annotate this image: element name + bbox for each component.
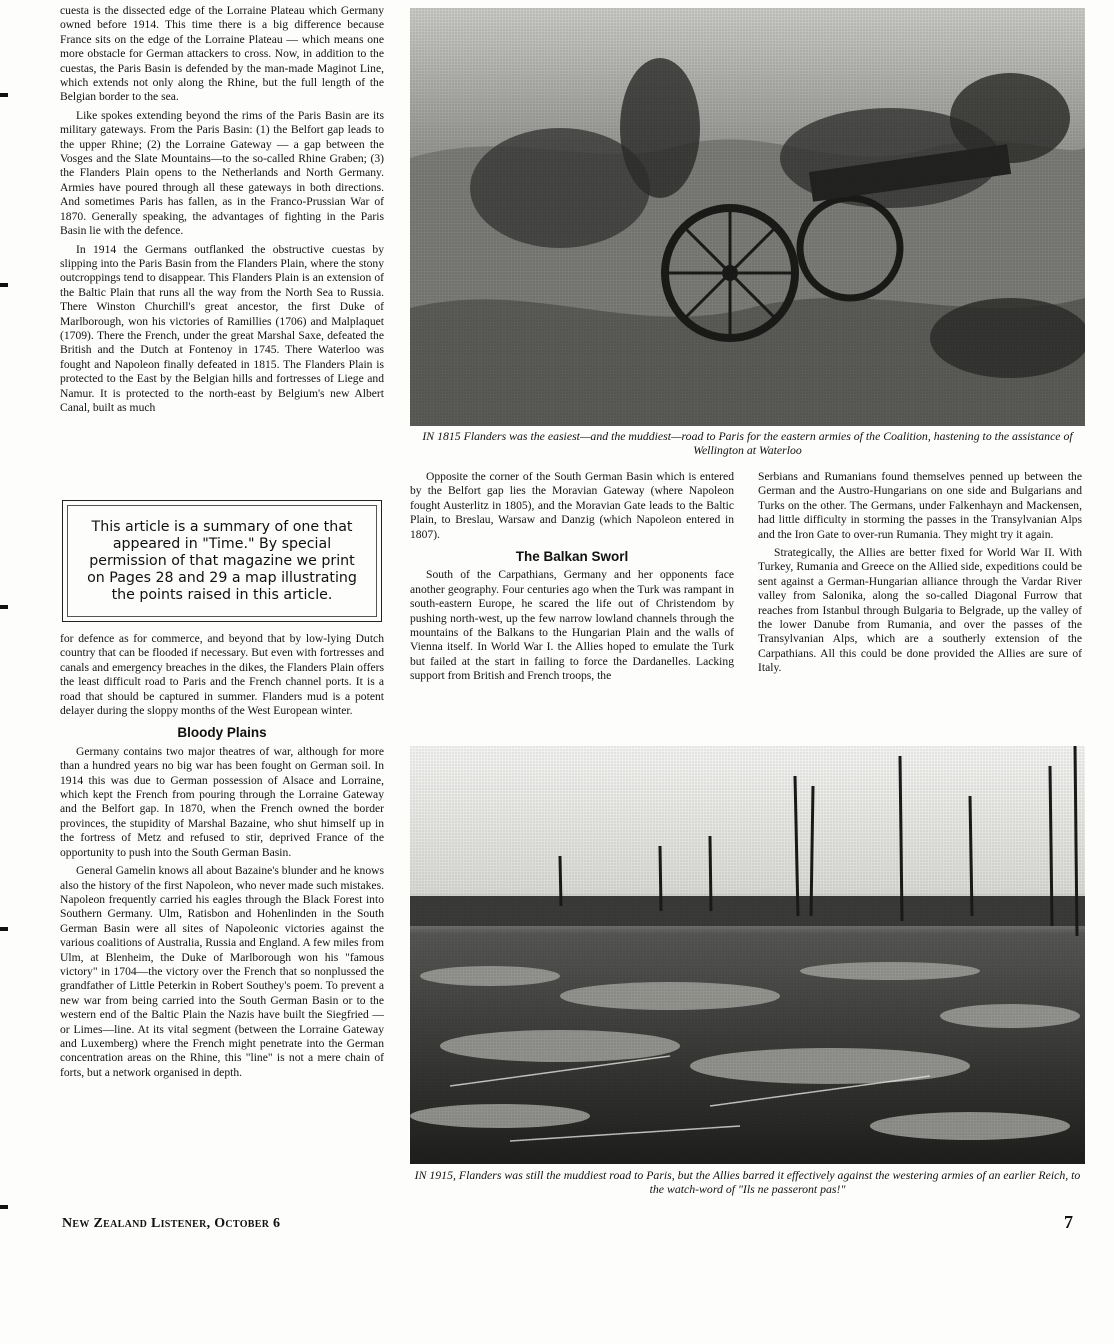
paragraph: Serbians and Rumanians found themselves penned up between the German and the Austro-Hungarians on one side and Bulgarians and Turks on the other. The Germans, under Falkenhayn and Mackensen, had little difficulty in storming the passes in the Transylvanian Alps and the Iron Gate to over-run Rumania. They might try it again. [758,470,1082,541]
left-column-bottom [60,632,384,1084]
margin-mark [0,927,8,931]
margin-mark [0,93,8,97]
paragraph: Germany contains two major theatres of war, although for more than a hundred years no big war has been fought on German soil. In 1914 this was due to German possession of Alsace and Lorraine, which kept the French from pouring through the Lorraine Gateway and the Belfort gap. In 1870, when the French owned the border provinces, the stupidity of Marshal Bazaine, who shut himself up in the fortress of Metz and refused to stir, deprived France of the opportunity to push into the South German Basin. [60,744,384,859]
photo-caption-1815: IN 1815 Flanders was the easiest—and the muddiest—road to Paris for the eastern armies of the Coalition, hastening to the assistance of Wellington at Waterloo [422,429,1073,457]
paragraph: In 1914 the Germans outflanked the obstructive cuestas by slipping into the Paris Basin from the Flanders Plain, where the stony outcroppings tend to disappear. This Flanders Plain is an extension of the Baltic Plain that runs all the way from the North Sea to Russia. There Winston Churchill's great ancestor, the first Duke of Marlborough, won his victories of Ramillies (1706) and Malplaquet (1709). There the French, under the great Marshal Saxe, defeated the British and the Dutch at Fontenoy in 1745. There Waterloo was fought and Napoleon finally defeated in 1815. The Flanders Plain is protected to the East by the Belgian hills and fortresses of Liege and Namur. It is protected to the north-east by Belgium's new Albert Canal, built as much [60,242,384,414]
article-note-inner [67,505,377,617]
photo-caption-1915: IN 1915, Flanders was still the muddiest road to Paris, but the Allies barred it effectively against the westering armies of an earlier Reich, to the watch-word of "Ils ne passeront pas!" [414,1168,1081,1196]
section-heading-bloody-plains: Bloody Plains [177,725,267,741]
photo-1915-flanders-mud [410,746,1085,1164]
paragraph: General Gamelin knows all about Bazaine's blunder and he knows also the history of the first Napoleon, who never made such mistakes. Napoleon frequently carried his eagles through the Black Forest into Southern Germany. Ulm, Ratisbon and Hohenlinden in the South German Basin were all sites of Napoleonic victories against the various coalitions of Australia, Russia and England. A few miles from Ulm, at Blenheim, the Duke of Marlborough won his "famous victory" in 1704—the victory over the French that so nonplussed the grandfather of Little Peterkin in Robert Southey's poem. To prevent a new war from being carried into the South German Basin or to the western end of the Baltic Plain the Nazis have built the Siegfried —or Limes—line. At its vital segment (between the Lorraine Gateway and Luxemberg) where the French might penetrate into the German concentration areas on the Rhine, this "line" is not a mere chain of forts, but a network organised in depth. [60,864,384,1079]
paragraph: Opposite the corner of the South German Basin which is entered by the Belfort gap lies the Moravian Gateway (where Napoleon fought Austerlitz in 1805), and the Moravian Gate leads to the Baltic Plain, to Breslau, Warsaw and Danzig (which Napoleon entered in 1807). [410,470,734,541]
paragraph: cuesta is the dissected edge of the Lorraine Plateau which Germany owned before 1914. This time there is a big difference because France sits on the edge of the Lorraine Plateau — which means one more obstacle for German attackers to cross. Now, in addition to the cuestas, the Paris Basin is defended by the man-made Maginot Line, which extends not only along the Rhine, but the full length of the Belgian border to the sea. [60,4,384,104]
article-note-text: This article is a summary of one that appeared in "Time." By special permission of that magazine we print on Pages 28 and 29 a map illustrating the points raised in this article. [87,518,357,603]
page-footer: New Zealand Listener, October 6 [62,1216,281,1231]
paragraph: Strategically, the Allies are better fixed for World War II. With Turkey, Rumania and Greece on the Allied side, expeditions could be sent against a German-Hungarian alliance through the Vardar River valley from Salonika, along the so-called Diagonal Furrow that reaches from Istanbul through Bulgaria to Belgrade, up the valley of the lower Danube from Rumania, and over the passes of the Transylvanian Alps, which are a southerly extension of the Carpathians. All this could be done provided the Allies are sure of Italy. [758,546,1082,675]
battle-illustration [410,8,1085,426]
middle-column [410,470,734,688]
article-note-box [62,500,382,622]
page-number: 7 [1064,1212,1073,1232]
paragraph: South of the Carpathians, Germany and her opponents face another geography. Four centuries ago when the Turk was rampant in south-eastern Europe, he scared the life out of Christendom by pushing north-west, up the few narrow lowland channels through the mountains of the Balkans to the Hungarian Plain and the walls of Vienna itself. In World War I. the Allies hoped to emulate the Turk but failed at the start in failing to force the Dardanelles. Lacking support from British and French troops, the [410,568,734,683]
paragraph: for defence as for commerce, and beyond that by low-lying Dutch country that can be flooded if necessary. But even with fortresses and canals and emergency breaches in the dikes, the Flanders Plain offers the least difficult road to Paris and the French channel ports. It is a road that should be captured in summer. Flanders mud is a potent delayer during the sloppy months of the West European winter. [60,632,384,718]
margin-mark [0,605,8,609]
right-column [758,470,1082,680]
margin-mark [0,1205,8,1209]
section-heading-balkan: The Balkan Sworl [515,549,629,565]
margin-mark [0,283,8,287]
left-column-top [60,4,384,419]
paragraph: Like spokes extending beyond the rims of the Paris Basin are its military gateways. From the Paris Basin: (1) the Belfort gap leads to the upper Rhine; (2) the Lorraine Gateway — a gap between the Vosges and the Slate Mountains—to the so-called Rhine Graben; (3) the Flanders Plain opens to the Netherlands and North Germany. Armies have poured through all these gateways in both directions. And sometimes Paris has fallen, as in the Franco-Prussian War of 1870. Generally speaking, the advantages of fighting in the Paris Basin lie with the defence. [60,108,384,238]
battlefield-photo [410,746,1085,1164]
photo-1815-flanders-battle [410,8,1085,426]
